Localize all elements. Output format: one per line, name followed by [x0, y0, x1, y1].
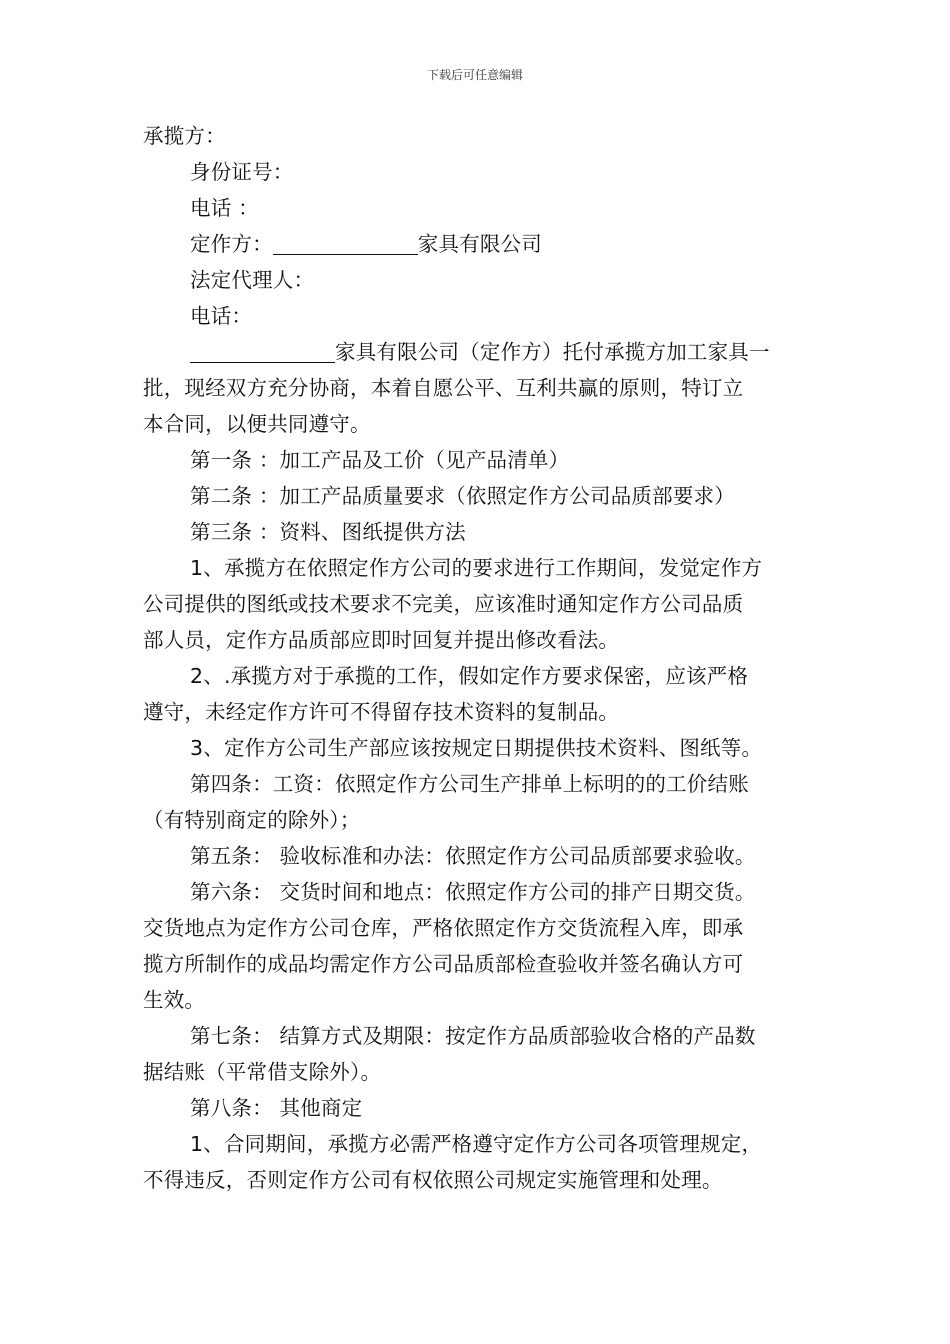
- paragraph-line: 不得违反，否则定作方公司有权依照公司规定实施管理和处理。: [143, 1168, 723, 1192]
- line-phone: 电话 ：: [190, 196, 259, 220]
- page-header: 下载后可任意编辑: [426, 68, 523, 82]
- article-4: 第四条：工资：依照定作方公司生产排单上标明的的工价结账: [190, 772, 749, 796]
- line-phone-2: 电话：: [190, 304, 253, 328]
- paragraph-line: 生效。: [143, 988, 206, 1012]
- orderer-label: 定作方：: [190, 232, 273, 256]
- fill-in-blank: [273, 230, 418, 255]
- article-3-item-3: 3、定作方公司生产部应该按规定日期提供技术资料、图纸等。: [190, 736, 763, 760]
- article-7: 第七条： 结算方式及期限：按定作方品质部验收合格的产品数: [190, 1024, 756, 1048]
- article-1: 第一条 ：加工产品及工价（见产品清单）: [190, 448, 570, 472]
- article-2: 第二条 ：加工产品质量要求（依照定作方公司品质部要求）: [190, 484, 735, 508]
- paragraph-line: 公司提供的图纸或技术要求不完美，应该准时通知定作方公司品质: [143, 592, 744, 616]
- paragraph-line: 交货地点为定作方公司仓库，严格依照定作方交货流程入库，即承: [143, 916, 744, 940]
- paragraph-line: 部人员，定作方品质部应即时回复并提出修改看法。: [143, 628, 620, 652]
- paragraph-line: 批，现经双方充分协商，本着自愿公平、互利共赢的原则，特订立: [143, 376, 744, 400]
- document-body: [143, 118, 813, 1198]
- article-3: 第三条 ：资料、图纸提供方法: [190, 520, 466, 544]
- orderer-company: 家具有限公司: [417, 232, 543, 256]
- article-8-item-1: 1、合同期间，承揽方必需严格遵守定作方公司各项管理规定，: [190, 1132, 763, 1156]
- article-6: 第六条： 交货时间和地点：依照定作方公司的排产日期交货。: [190, 880, 756, 904]
- line-id-number: 身份证号：: [190, 160, 294, 184]
- intro-text: 家具有限公司（定作方）托付承揽方加工家具一: [335, 340, 770, 364]
- article-8: 第八条： 其他商定: [190, 1096, 363, 1120]
- article-5: 第五条： 验收标准和办法：依照定作方公司品质部要求验收。: [190, 844, 756, 868]
- paragraph-line: 据结账（平常借支除外）。: [143, 1060, 382, 1084]
- line-contractor: 承揽方：: [143, 124, 226, 148]
- paragraph-line: 遵守，未经定作方许可不得留存技术资料的复制品。: [143, 700, 620, 724]
- paragraph-line: （有特别商定的除外）；: [143, 808, 361, 832]
- line-legal-rep: 法定代理人：: [190, 268, 315, 292]
- line-orderer: [143, 226, 813, 262]
- article-3-item-1: 1、承揽方在依照定作方公司的要求进行工作期间，发觉定作方: [190, 556, 763, 580]
- fill-in-blank: [190, 338, 335, 363]
- line-intro: [143, 334, 813, 370]
- paragraph-line: 揽方所制作的成品均需定作方公司品质部检查验收并签名确认方可: [143, 952, 744, 976]
- article-3-item-2: 2、.承揽方对于承揽的工作，假如定作方要求保密，应该严格: [190, 664, 749, 688]
- paragraph-line: 本合同，以便共同遵守。: [143, 412, 371, 436]
